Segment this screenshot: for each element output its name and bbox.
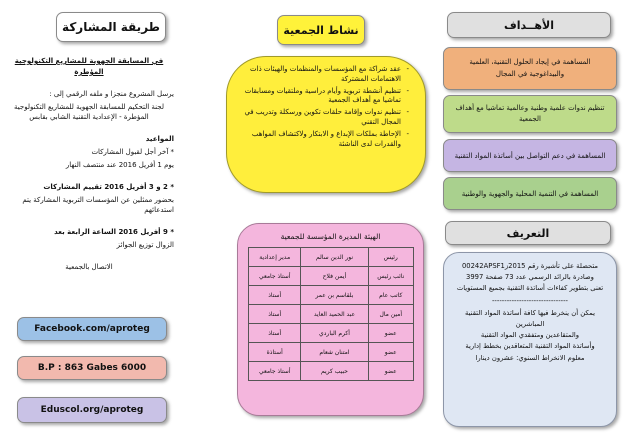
send-instruction: يرسل المشروع منجزا و ملفه الرقمي إلى : bbox=[49, 89, 174, 98]
activity-item: - تنظيم أنشطة تربوية وأيام دراسية وملتقيات ومسابقات تماشيا مع أهداف الجمعية bbox=[239, 87, 409, 107]
membership-fee: معلوم الانخراط السنوي: عشرون دينارا bbox=[475, 353, 585, 362]
member-role: أمين مال bbox=[368, 305, 414, 324]
facebook-link[interactable] bbox=[17, 317, 167, 341]
member-name: حبيب كريم bbox=[301, 362, 368, 381]
committee-table bbox=[248, 247, 414, 381]
goal-text: المساهمة في إيجاد الحلول التقنية، العلمية والبيداغوجية في المجال bbox=[469, 58, 591, 78]
eduscol-link[interactable] bbox=[17, 397, 167, 423]
postal-box bbox=[17, 356, 167, 380]
committee-box bbox=[237, 223, 424, 416]
goals-title bbox=[447, 12, 611, 38]
awards-note: الزوال توزيع الجوائز bbox=[116, 241, 174, 250]
member-name: امتنان شعام bbox=[301, 343, 368, 362]
table-row bbox=[249, 248, 414, 267]
table-row bbox=[249, 324, 414, 343]
activity-item: - تنظيم ندوات وإقامة حلقات تكوين ورسكلة وتدريب في المجال التقني bbox=[239, 108, 409, 128]
table-row bbox=[249, 267, 414, 286]
activity-item: - عقد شراكة مع المؤسسات والمنظمات والهيئات ذات الاهتمامات المشتركة bbox=[239, 65, 409, 85]
member-role: عضو bbox=[368, 324, 414, 343]
table-row bbox=[249, 305, 414, 324]
goals-title-text: الأهــداف bbox=[504, 18, 555, 32]
table-row bbox=[249, 343, 414, 362]
deadline-value: يوم 1 أفريل 2016 عند منتصف النهار bbox=[65, 160, 174, 169]
member-name: أيمن فلاح bbox=[301, 267, 368, 286]
member-name: أكرم الباردي bbox=[301, 324, 368, 343]
membership-contract: وأساتذة المواد التقنية المتعاقدين بخطط إدارية bbox=[465, 342, 595, 351]
facebook-link-text: Facebook.com/aproteg bbox=[34, 324, 150, 334]
license-number: متحصلة على تأشيرة رقم 2015ز00242APSF1 bbox=[461, 262, 599, 270]
member-name: نور الدين سالم bbox=[301, 248, 368, 267]
activities-box bbox=[226, 56, 426, 193]
member-job: أستاذة bbox=[249, 343, 301, 362]
participation-title bbox=[56, 12, 166, 42]
eduscol-link-text: Eduscol.org/aproteg bbox=[40, 405, 144, 415]
activities-title bbox=[277, 15, 365, 45]
activity-item: - الإحاطة بملكات الإبداع و الابتكار ولاكتشاف المواهب والقدرات لدى الناشئة bbox=[239, 130, 409, 150]
activities-title-text: نشاط الجمعية bbox=[283, 23, 359, 37]
official-gazette: وصادرة بالرائد الرسمي عدد 73 صفحة 3997 bbox=[466, 273, 594, 282]
table-row bbox=[249, 286, 414, 305]
membership-retired: والمتقاعدين ومتفقدي المواد التقنية bbox=[480, 331, 580, 340]
goal-text: المساهمة في التنمية المحلية والجهوية والوطنية bbox=[461, 189, 599, 198]
member-role: عضو bbox=[368, 343, 414, 362]
goal-text: المساهمة في دعم التواصل بين أساتذة المواد التقنية bbox=[454, 151, 606, 160]
member-job: أستاذ bbox=[249, 324, 301, 343]
evaluation-note: بحضور ممثلين عن المؤسسات التربوية المشاركة يتم استدعائهم bbox=[22, 195, 174, 215]
goal-item bbox=[443, 47, 617, 90]
contact-heading: الاتصال بالجمعية bbox=[65, 262, 113, 271]
definition-box bbox=[443, 252, 617, 427]
goal-item bbox=[443, 177, 617, 210]
committee-title: الهيئة المديرة المؤسسة للجمعية bbox=[280, 232, 381, 241]
member-role: عضو bbox=[368, 362, 414, 381]
activities-list bbox=[239, 65, 409, 149]
divider: ------------------------------- bbox=[491, 296, 569, 305]
member-name: عبد الحميد العايد bbox=[301, 305, 368, 324]
participation-info bbox=[4, 56, 174, 275]
dates-heading: المواعيد bbox=[145, 135, 174, 144]
member-role: نائب رئيس bbox=[368, 267, 414, 286]
member-name: بلقاسم بن عمر bbox=[301, 286, 368, 305]
goal-text: تنظيم ندوات علمية وطنية وعالمية تماشيا مع أهداف الجمعية bbox=[455, 103, 605, 123]
member-job: مدير إعدادية bbox=[249, 248, 301, 267]
membership-eligibility: يمكن أن ينخرط فيها كافة أساتذة المواد التقنية المباشرين bbox=[464, 308, 595, 329]
member-job: أستاذ جامعي bbox=[249, 267, 301, 286]
deadline-label: * آخر أجل لقبول المشاركات bbox=[91, 148, 174, 157]
definition-title bbox=[445, 221, 611, 245]
competition-heading: في المسابقة الجهوية للمشاريع التكنولوجية المؤطرة bbox=[14, 57, 164, 76]
goal-item bbox=[443, 139, 617, 172]
goal-item bbox=[443, 95, 617, 133]
member-job: أستاذ bbox=[249, 286, 301, 305]
participation-title-text: طريقة المشاركة bbox=[62, 20, 160, 34]
association-purpose: تعنى بتطوير كفاءات أساتذة التقنية بجميع المستويات bbox=[456, 284, 604, 293]
postal-box-text: B.P : 863 Gabes 6000 bbox=[37, 363, 147, 373]
member-job: أستاذ bbox=[249, 305, 301, 324]
recipient-text: لجنة التحكيم للمسابقة الجهوية للمشاريع التكنولوجية المؤطرة - الإعدادية التقنية الشابي بقابس bbox=[14, 102, 164, 122]
member-job: أستاذ جامعي bbox=[249, 362, 301, 381]
member-role: رئيس bbox=[368, 248, 414, 267]
definition-title-text: التعريف bbox=[506, 226, 550, 240]
table-row bbox=[249, 362, 414, 381]
awards-date: * 9 أفريل 2016 الساعة الرابعة بعد bbox=[54, 228, 174, 237]
member-role: كاتب عام bbox=[368, 286, 414, 305]
evaluation-date: * 2 و 3 أفريل 2016 تقييم المشاركات bbox=[43, 182, 174, 191]
